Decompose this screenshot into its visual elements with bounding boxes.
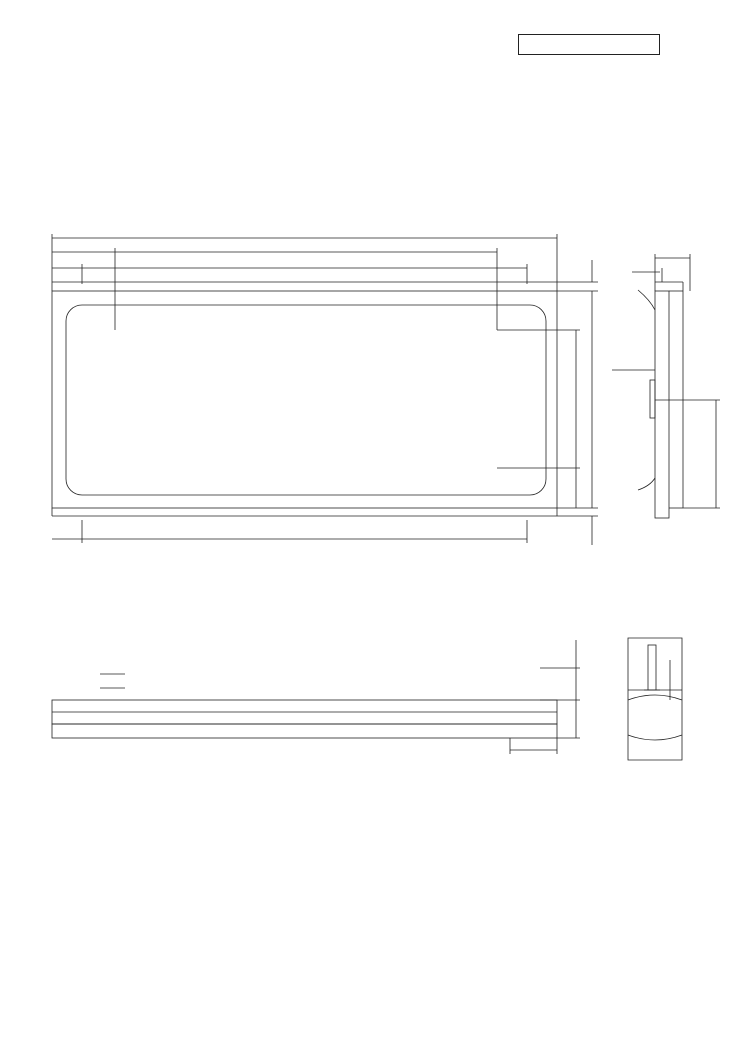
exhaust-tube xyxy=(650,380,655,418)
side-glass xyxy=(655,291,669,518)
module-outline xyxy=(52,291,557,508)
glass-window xyxy=(66,305,546,495)
